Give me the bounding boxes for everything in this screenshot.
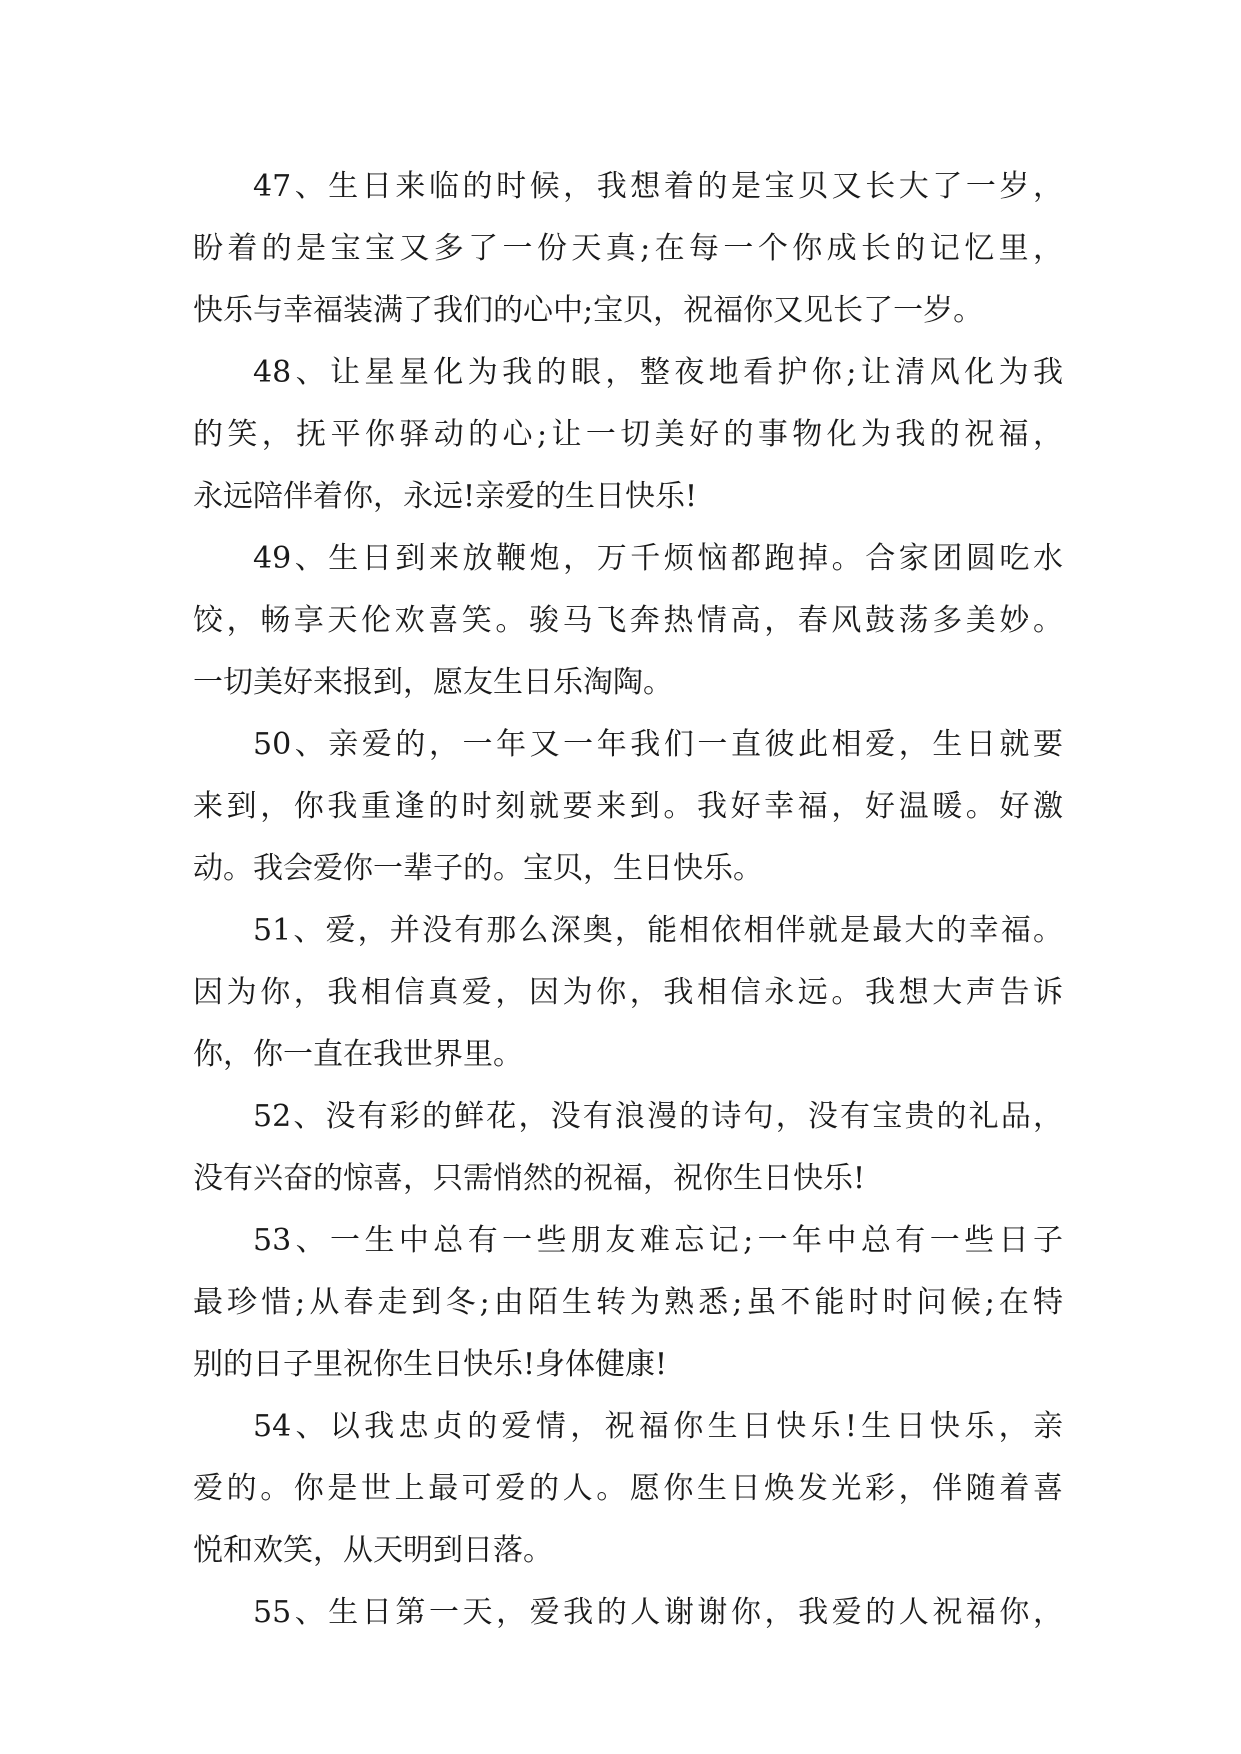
text-line: 52、没有彩的鲜花，没有浪漫的诗句，没有宝贵的礼品，	[253, 1099, 1063, 1134]
text-line: 悦和欢笑，从天明到日落。	[193, 1533, 553, 1568]
paragraph-48	[193, 342, 1063, 528]
paragraph-49	[193, 528, 1063, 714]
text-line: 来到，你我重逢的时刻就要来到。我好幸福，好温暖。好激	[193, 789, 1063, 824]
text-line: 饺，畅享天伦欢喜笑。骏马飞奔热情高，春风鼓荡多美妙。	[193, 603, 1063, 638]
text-line: 一切美好来报到，愿友生日乐淘陶。	[193, 665, 673, 700]
paragraph-54	[193, 1396, 1063, 1582]
paragraph-53	[193, 1210, 1063, 1396]
text-line: 最珍惜;从春走到冬;由陌生转为熟悉;虽不能时时问候;在特	[193, 1285, 1063, 1320]
text-line: 53、一生中总有一些朋友难忘记;一年中总有一些日子	[253, 1223, 1063, 1258]
paragraph-55	[193, 1582, 1063, 1644]
paragraph-52	[193, 1086, 1063, 1210]
paragraph-51	[193, 900, 1063, 1086]
text-line: 你，你一直在我世界里。	[193, 1037, 523, 1072]
text-line: 的笑，抚平你驿动的心;让一切美好的事物化为我的祝福，	[193, 417, 1063, 452]
text-line: 47、生日来临的时候，我想着的是宝贝又长大了一岁，	[253, 169, 1063, 204]
document-body	[193, 156, 1063, 1644]
text-line: 48、让星星化为我的眼，整夜地看护你;让清风化为我	[253, 355, 1063, 390]
text-line: 51、爱，并没有那么深奥，能相依相伴就是最大的幸福。	[253, 913, 1063, 948]
text-line: 50、亲爱的，一年又一年我们一直彼此相爱，生日就要	[253, 727, 1063, 762]
text-line: 别的日子里祝你生日快乐!身体健康!	[193, 1347, 668, 1382]
text-line: 没有兴奋的惊喜，只需悄然的祝福，祝你生日快乐!	[193, 1161, 866, 1196]
paragraph-47	[193, 156, 1063, 342]
text-line: 快乐与幸福装满了我们的心中;宝贝，祝福你又见长了一岁。	[193, 293, 984, 328]
text-line: 因为你，我相信真爱，因为你，我相信永远。我想大声告诉	[193, 975, 1063, 1010]
text-line: 49、生日到来放鞭炮，万千烦恼都跑掉。合家团圆吃水	[253, 541, 1063, 576]
text-line: 爱的。你是世上最可爱的人。愿你生日焕发光彩，伴随着喜	[193, 1471, 1063, 1506]
text-line: 永远陪伴着你，永远!亲爱的生日快乐!	[193, 479, 698, 514]
text-line: 54、以我忠贞的爱情，祝福你生日快乐!生日快乐，亲	[253, 1409, 1063, 1444]
text-line: 动。我会爱你一辈子的。宝贝，生日快乐。	[193, 851, 763, 886]
paragraph-50	[193, 714, 1063, 900]
text-line: 55、生日第一天，爱我的人谢谢你，我爱的人祝福你，	[253, 1595, 1063, 1630]
text-line: 盼着的是宝宝又多了一份天真;在每一个你成长的记忆里，	[193, 231, 1063, 266]
